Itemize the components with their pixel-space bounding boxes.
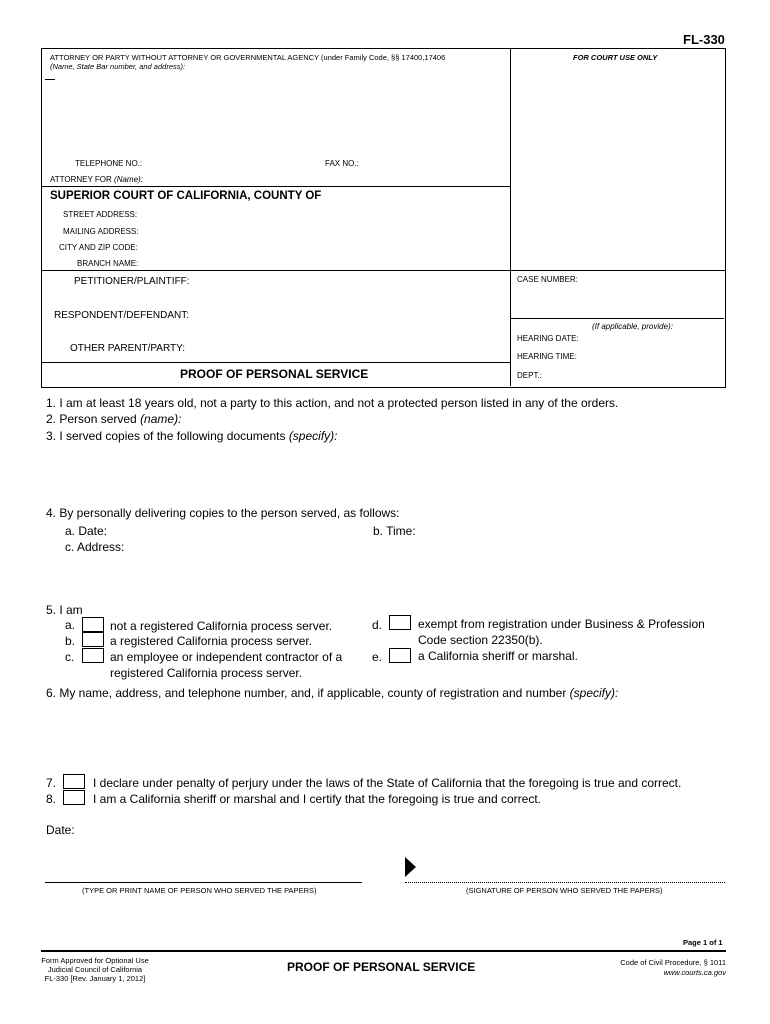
service-time-field[interactable] (425, 523, 715, 537)
branch-field[interactable] (140, 257, 500, 269)
page-number: Page 1 of 1 (683, 938, 723, 947)
case-number-label: CASE NUMBER: (517, 275, 578, 284)
form-number: FL-330 (683, 32, 725, 47)
telephone-field[interactable] (142, 157, 312, 169)
date-label: Date: (46, 823, 75, 837)
hearing-time-label: HEARING TIME: (517, 352, 577, 361)
petitioner-field[interactable] (225, 274, 503, 288)
hearing-time-field[interactable] (578, 350, 718, 362)
code-reference: Code of Civil Procedure, § 1011 (620, 958, 726, 967)
documents-served-field[interactable] (65, 446, 715, 496)
caption-divider (510, 48, 511, 386)
dept-field[interactable] (545, 369, 715, 381)
type-name-caption: (TYPE OR PRINT NAME OF PERSON WHO SERVED THE PAPERS) (82, 886, 317, 895)
item-1: 1. I am at least 18 years old, not a party to this action, and not a protected person listed in any of the orders. (46, 396, 619, 410)
county-field[interactable] (320, 191, 500, 203)
item-5d-text-1: exempt from registration under Business & Profession (418, 617, 705, 631)
hearing-date-field[interactable] (578, 332, 718, 344)
court-title: SUPERIOR COURT OF CALIFORNIA, COUNTY OF (50, 190, 322, 202)
item-5b-text: a registered California process server. (110, 634, 313, 648)
title-divider (41, 362, 510, 363)
item-4b: b. Time: (373, 524, 416, 538)
item-5b-letter: b. (65, 634, 76, 648)
item-4a: a. Date: (65, 524, 108, 538)
signing-date-field[interactable] (85, 822, 285, 836)
checkbox-5d[interactable] (389, 615, 411, 630)
case-number-field[interactable] (517, 290, 717, 304)
signature-line (405, 882, 725, 883)
approval-line-2: Judicial Council of California (47, 965, 143, 974)
street-field[interactable] (140, 208, 500, 220)
form-title: PROOF OF PERSONAL SERVICE (180, 367, 369, 381)
signature-arrow-icon (405, 857, 419, 883)
checkbox-5b[interactable] (82, 632, 104, 647)
server-info-field[interactable] (65, 703, 715, 763)
item-5a-letter: a. (65, 618, 76, 632)
service-date-field[interactable] (118, 523, 358, 537)
checkbox-5c[interactable] (82, 648, 104, 663)
attorney-label: ATTORNEY OR PARTY WITHOUT ATTORNEY OR GOVERNMENTAL AGENCY (under Family Code, §§ 17400,17406 (50, 53, 446, 62)
case-divider (510, 318, 724, 319)
service-address-field[interactable] (135, 539, 715, 553)
checkbox-8[interactable] (63, 790, 85, 805)
street-label: STREET ADDRESS: (63, 210, 138, 219)
fax-field[interactable] (362, 157, 502, 169)
item-5c-text-1: an employee or independent contractor of a (110, 650, 343, 664)
item-4c: c. Address: (65, 540, 125, 554)
checkbox-7[interactable] (63, 774, 85, 789)
item-5e-text: a California sheriff or marshal. (418, 649, 578, 663)
petitioner-label: PETITIONER/PLAINTIFF: (74, 276, 190, 287)
attorney-name-address-field[interactable] (60, 74, 500, 154)
checkbox-5a[interactable] (82, 617, 104, 632)
item-5c-letter: c. (65, 650, 75, 664)
item-7-text: I declare under penalty of perjury under the laws of the State of California that the foregoing is true and correct. (93, 776, 682, 790)
approval-line-3: FL-330 [Rev. January 1, 2012] (44, 974, 146, 983)
item-5e-letter: e. (372, 650, 383, 664)
item-4: 4. By personally delivering copies to the person served, as follows: (46, 506, 400, 520)
dept-label: DEPT.: (517, 371, 542, 380)
hearing-date-label: HEARING DATE: (517, 334, 579, 343)
server-name-field[interactable] (46, 864, 360, 878)
item-3: 3. I served copies of the following documents (specify): (46, 429, 338, 443)
if-applicable-label: (If applicable, provide): (592, 322, 673, 331)
footer-rule (41, 950, 726, 952)
item-5: 5. I am (46, 603, 83, 617)
attorney-divider (41, 186, 510, 187)
signature-caption: (SIGNATURE OF PERSON WHO SERVED THE PAPERS) (466, 886, 663, 895)
item-8-number: 8. (46, 792, 57, 806)
item-2: 2. Person served (name): (46, 412, 182, 426)
fax-label: FAX NO.: (325, 159, 359, 168)
court-use-label: FOR COURT USE ONLY (573, 53, 658, 62)
attorney-dash (45, 79, 55, 80)
item-8-text: I am a California sheriff or marshal and I certify that the foregoing is true and correct. (93, 792, 541, 806)
item-5a-text: not a registered California process server. (110, 619, 333, 633)
other-parent-label: OTHER PARENT/PARTY: (70, 343, 186, 354)
approval-line-1: Form Approved for Optional Use (41, 956, 149, 965)
item-5d-letter: d. (372, 618, 383, 632)
city-label: CITY AND ZIP CODE: (59, 243, 138, 252)
respondent-field[interactable] (200, 308, 503, 322)
attorney-for-label: ATTORNEY FOR (Name): (50, 175, 143, 184)
attorney-sub-label: (Name, State Bar number, and address): (50, 62, 186, 71)
item-7-number: 7. (46, 776, 57, 790)
branch-label: BRANCH NAME: (77, 259, 139, 268)
city-field[interactable] (140, 241, 500, 253)
mailing-label: MAILING ADDRESS: (63, 227, 139, 236)
court-divider (41, 270, 726, 271)
courts-website-link[interactable]: www.courts.ca.gov (663, 968, 726, 977)
respondent-label: RESPONDENT/DEFENDANT: (54, 310, 190, 321)
mailing-field[interactable] (140, 225, 500, 237)
telephone-label: TELEPHONE NO.: (75, 159, 143, 168)
attorney-for-field[interactable] (130, 173, 500, 185)
person-served-field[interactable] (185, 411, 715, 425)
item-5d-text-2: Code section 22350(b). (418, 633, 543, 647)
other-parent-field[interactable] (200, 341, 503, 355)
item-5c-text-2: registered California process server. (110, 666, 303, 680)
footer-title: PROOF OF PERSONAL SERVICE (287, 960, 476, 974)
item-6: 6. My name, address, and telephone number, and, if applicable, county of registration and number (specify): (46, 686, 619, 700)
name-line (45, 882, 362, 883)
checkbox-5e[interactable] (389, 648, 411, 663)
signature-field[interactable] (420, 858, 720, 880)
